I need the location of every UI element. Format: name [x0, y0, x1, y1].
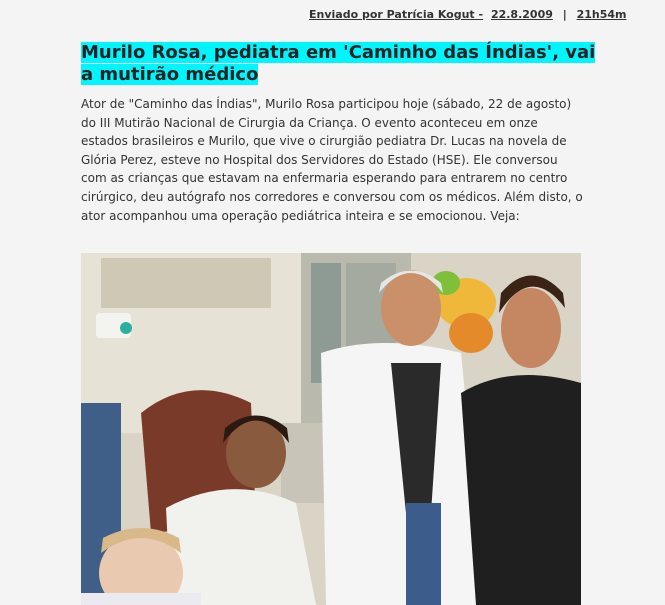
date-link[interactable]: 22.8.2009 [490, 8, 553, 21]
meta-separator: | [562, 8, 567, 21]
article-photo [81, 253, 581, 605]
author-link[interactable]: Enviado por Patrícia Kogut - [309, 8, 484, 21]
article-title [81, 42, 601, 86]
article-title-text: Murilo Rosa, pediatra em 'Caminho das Índias', vai a mutirão médico [81, 42, 596, 85]
time-link[interactable]: 21h54m [576, 8, 627, 21]
hospital-photo-image [81, 253, 581, 605]
article-body: Ator de "Caminho das Índias", Murilo Rosa participou hoje (sábado, 22 de agosto) do III Mutirão Nacional de Cirurgia da Criança. O evento aconteceu em onze estados brasileiros e Murilo, que vive o cirurgião pediatra Dr. Lucas na novela de Glória Perez, esteve no Hospital dos Servidores do Estado (HSE). Ele conversou com as crianças que estavam na enfermaria esperando para entrarem no centro cirúrgico, deu autógrafo nos corredores e conversou com os médicos. Além disto, o ator acompanhou uma operação pediátrica inteira e se emocionou. Veja: [81, 97, 583, 223]
post-meta [309, 8, 627, 21]
